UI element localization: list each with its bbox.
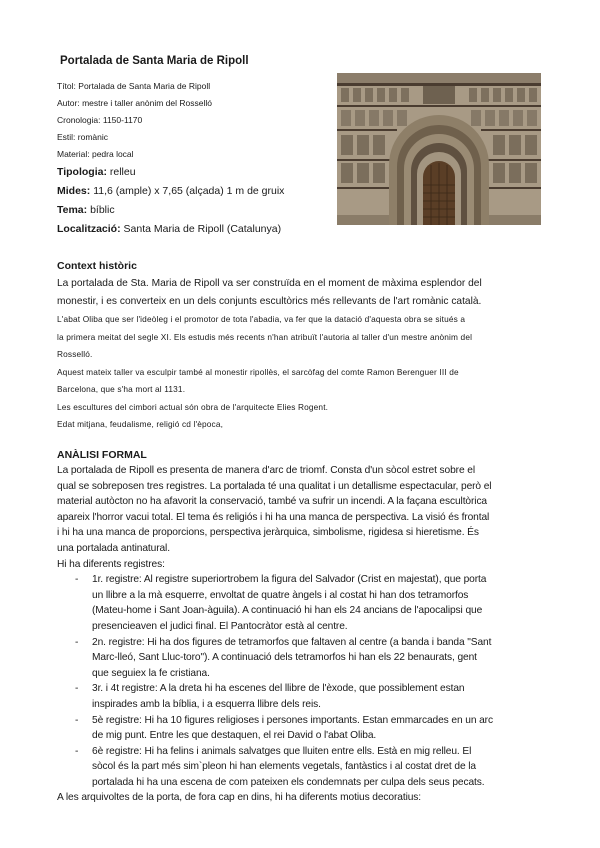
meta-label: Mides:	[57, 185, 91, 197]
context-heading: Context històric	[57, 260, 137, 272]
ripoll-portal-image	[337, 73, 541, 225]
text-line: sòcol és la part més sim`pleon hi han elements vegetals, fantàstics i al costat dret de la	[92, 761, 476, 773]
analysis-heading: ANÀLISI FORMAL	[57, 449, 147, 461]
text-line: L'abat Oliba que ser l'ideòleg i el promotor de tota l'abadia, va fer que la datació d'aquesta obra se situés a	[57, 314, 466, 324]
text-line: Edat mitjana, feudalisme, religió cd l'època,	[57, 419, 224, 429]
meta-label: Localització:	[57, 223, 121, 235]
meta-value: bíblic	[90, 204, 115, 216]
list-item	[57, 681, 547, 712]
meta-value: Portalada de Santa Maria de Ripoll	[78, 81, 211, 91]
text-line: La portalada de Ripoll es presenta de manera d'arc de triomf. Consta d'un sòcol estret sobre el	[57, 465, 475, 476]
text-line: Les escultures del cimbori actual són obra de l'arquitecte Elies Rogent.	[57, 401, 329, 412]
text-line: Rosselló.	[57, 349, 93, 359]
meta-value: romànic	[77, 132, 109, 142]
meta-label: Estil:	[57, 132, 76, 142]
text-line: i hi ha una manca de proporcions, perspectiva jeràrquica, simbolisme, rigidesa si hieretisme. És	[57, 527, 479, 539]
text-line: que seguiex la fe cristiana.	[92, 667, 210, 679]
meta-value: 1150-1170	[102, 115, 143, 125]
text-line: - 3r. i 4t registre: A la dreta hi ha escenes del llibre de l'èxode, que possiblement estan	[92, 683, 465, 695]
analysis-intro	[57, 463, 547, 572]
text-line: la primera meitat del segle XI. Els estudis més recents n'han atribuït l'autoria al taller d'un mestre anònim del	[57, 331, 473, 342]
meta-label: Cronologia:	[57, 115, 101, 125]
list-item	[57, 572, 547, 634]
historical-context-section	[57, 260, 547, 434]
artwork-metadata	[57, 78, 337, 239]
meta-value: relleu	[109, 166, 136, 178]
text-line: de mig punt. Entre les que destaquen, el rei David o l'abat Oliba.	[92, 730, 377, 742]
text-line: Marc-lleó, Sant Lluc-toro"). A continuació dels tetramorfos hi han els 22 benaurats, gent	[92, 652, 477, 664]
meta-row-size	[57, 182, 337, 201]
text-line: - 1r. registre: Al registre superiortrobem la figura del Salvador (Crist en majestat), que porta	[92, 574, 487, 586]
meta-row-title	[57, 78, 337, 95]
list-item	[57, 713, 547, 744]
document-title: Portalada de Santa Maria de Ripoll	[60, 55, 249, 67]
meta-row-author	[57, 95, 337, 112]
meta-label: Autor:	[57, 98, 80, 108]
meta-label: Material:	[57, 149, 90, 159]
meta-value: mestre i taller anònim del Rosselló	[82, 98, 212, 108]
context-paragraph-main	[57, 275, 547, 311]
meta-row-theme	[57, 201, 337, 220]
text-line: apareix l'horror vacui total. El tema és religiós i hi ha una manca de perspectiva. La visió és frontal	[57, 511, 490, 523]
text-line: (Mateu-home i Sant Joan-àguila). A continuació hi han els 24 ancians de l'apocalipsi que	[92, 605, 483, 617]
context-paragraph-notes	[57, 311, 547, 434]
text-line: - 2n. registre: Hi ha dos figures de tetramorfos que faltaven al centre (a banda i banda "Sant	[92, 636, 492, 648]
meta-row-style	[57, 129, 337, 146]
text-line: - 5è registre: Hi ha 10 figures religioses i persones importants. Estan emmarcades en un arc	[92, 714, 493, 726]
analysis-closing: A les arquivoltes de la porta, de fora cap en dins, hi ha diferents motius decoratius:	[57, 792, 422, 804]
text-line: presencieaven el judici final. El Pantocràtor està al centre.	[92, 620, 348, 632]
text-line: - 6è registre: Hi ha felins i animals salvatges que lluiten entre ells. Està en mig relleu. El	[92, 745, 472, 757]
text-line: La portalada de Sta. Maria de Ripoll va ser construïda en el moment de màxima esplendor del	[57, 278, 482, 289]
text-line: Aquest mateix taller va esculpir també al monestir ripollès, el sarcòfag del comte Ramon Berenguer III de	[57, 366, 459, 377]
text-line: monestir, i es converteix en un dels conjunts escultòrics més rellevants de l'art romànic català.	[57, 296, 482, 307]
portal-photo	[337, 73, 541, 225]
meta-row-typology	[57, 163, 337, 182]
text-line: Hi ha diferents registres:	[57, 558, 165, 570]
meta-value: pedra local	[91, 149, 134, 159]
meta-row-chronology	[57, 112, 337, 129]
text-line: un llibre a la mà esquerre, envoltat de quatre àngels i al costat hi han dos tetramorfos	[92, 589, 469, 601]
text-line: inspirades amb la bíblia, i a esquerra llibre dels reis.	[92, 698, 321, 710]
meta-row-location	[57, 220, 337, 239]
list-item	[57, 744, 547, 791]
meta-row-material	[57, 146, 337, 163]
text-line: Barcelona, que s'ha mort al 1131.	[57, 384, 186, 394]
text-line: una portalada antinatural.	[57, 542, 170, 554]
text-line: portalada hi ha una escena de com pateixen els condemnats per culpa dels seus pecats.	[92, 776, 485, 788]
meta-label: Tema:	[57, 204, 88, 216]
meta-value: 11,6 (ample) x 7,65 (alçada) 1 m de gruix	[93, 185, 285, 197]
text-line: qual se sobreposen tres registres. La portalada té una qualitat i un detallisme espectacular, però el	[57, 480, 492, 492]
formal-analysis-section	[57, 447, 547, 806]
registers-list	[57, 572, 547, 790]
meta-value: Santa Maria de Ripoll (Catalunya)	[123, 223, 282, 235]
text-line: material autòcton no ha afavorit la conservació, també va sufrir un incendi. A la façana escultòrica	[57, 496, 488, 508]
list-item	[57, 635, 547, 682]
meta-label: Tipologia:	[57, 166, 107, 178]
meta-label: Títol:	[57, 81, 76, 91]
